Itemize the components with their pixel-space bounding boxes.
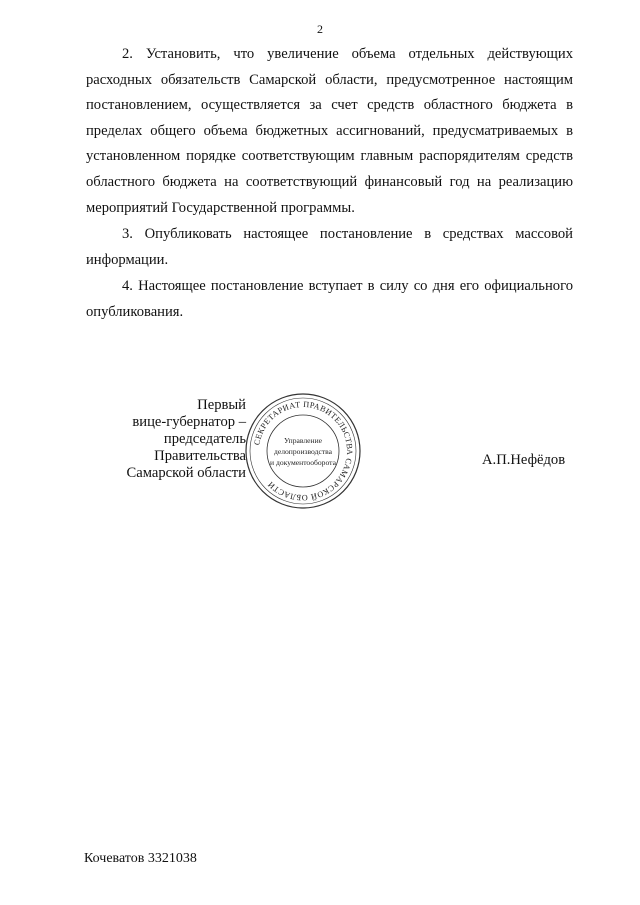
seal-ring-text: СЕКРЕТАРИАТ ПРАВИТЕЛЬСТВА САМАРСКОЙ ОБЛАСТИ (252, 399, 355, 503)
seal-center-line: делопроизводства (273, 447, 333, 456)
executor-note: Кочеватов 3321038 (84, 851, 197, 866)
paragraph-3: 3. Опубликовать настоящее постановление в средствах массовой информации. (86, 226, 573, 268)
signatory-title-line: Первый (197, 397, 246, 413)
signatory-title-line: вице-губернатор – (132, 414, 246, 430)
signatory-title-line: председатель Правительства (154, 431, 246, 464)
signatory-title (86, 397, 246, 482)
official-seal-stamp (243, 391, 363, 511)
signer-name: А.П.Нефёдов (482, 452, 566, 468)
page-number: 2 (317, 22, 323, 36)
seal-center-line: и документооборота (270, 458, 336, 467)
signatory-title-line: Самарской области (126, 465, 246, 481)
paragraph-4: 4. Настоящее постановление вступает в силу со дня его официального опубликования. (86, 278, 573, 320)
seal-center-line: Управление (283, 436, 323, 445)
paragraph-2: 2. Установить, что увеличение объема отдельных действующих расходных обязательств Самарской области, предусмотренное настоящим постановлением, осуществляется за счет средств областного бюджета в пределах общего объема бюджетных ассигнований, предусматриваемых в установленном порядке соответствующим главным распорядителям средств областного бюджета на соответствующий финансовый год на реализацию мероприятий Государственной программы. (86, 46, 573, 216)
decree-body (86, 42, 573, 327)
